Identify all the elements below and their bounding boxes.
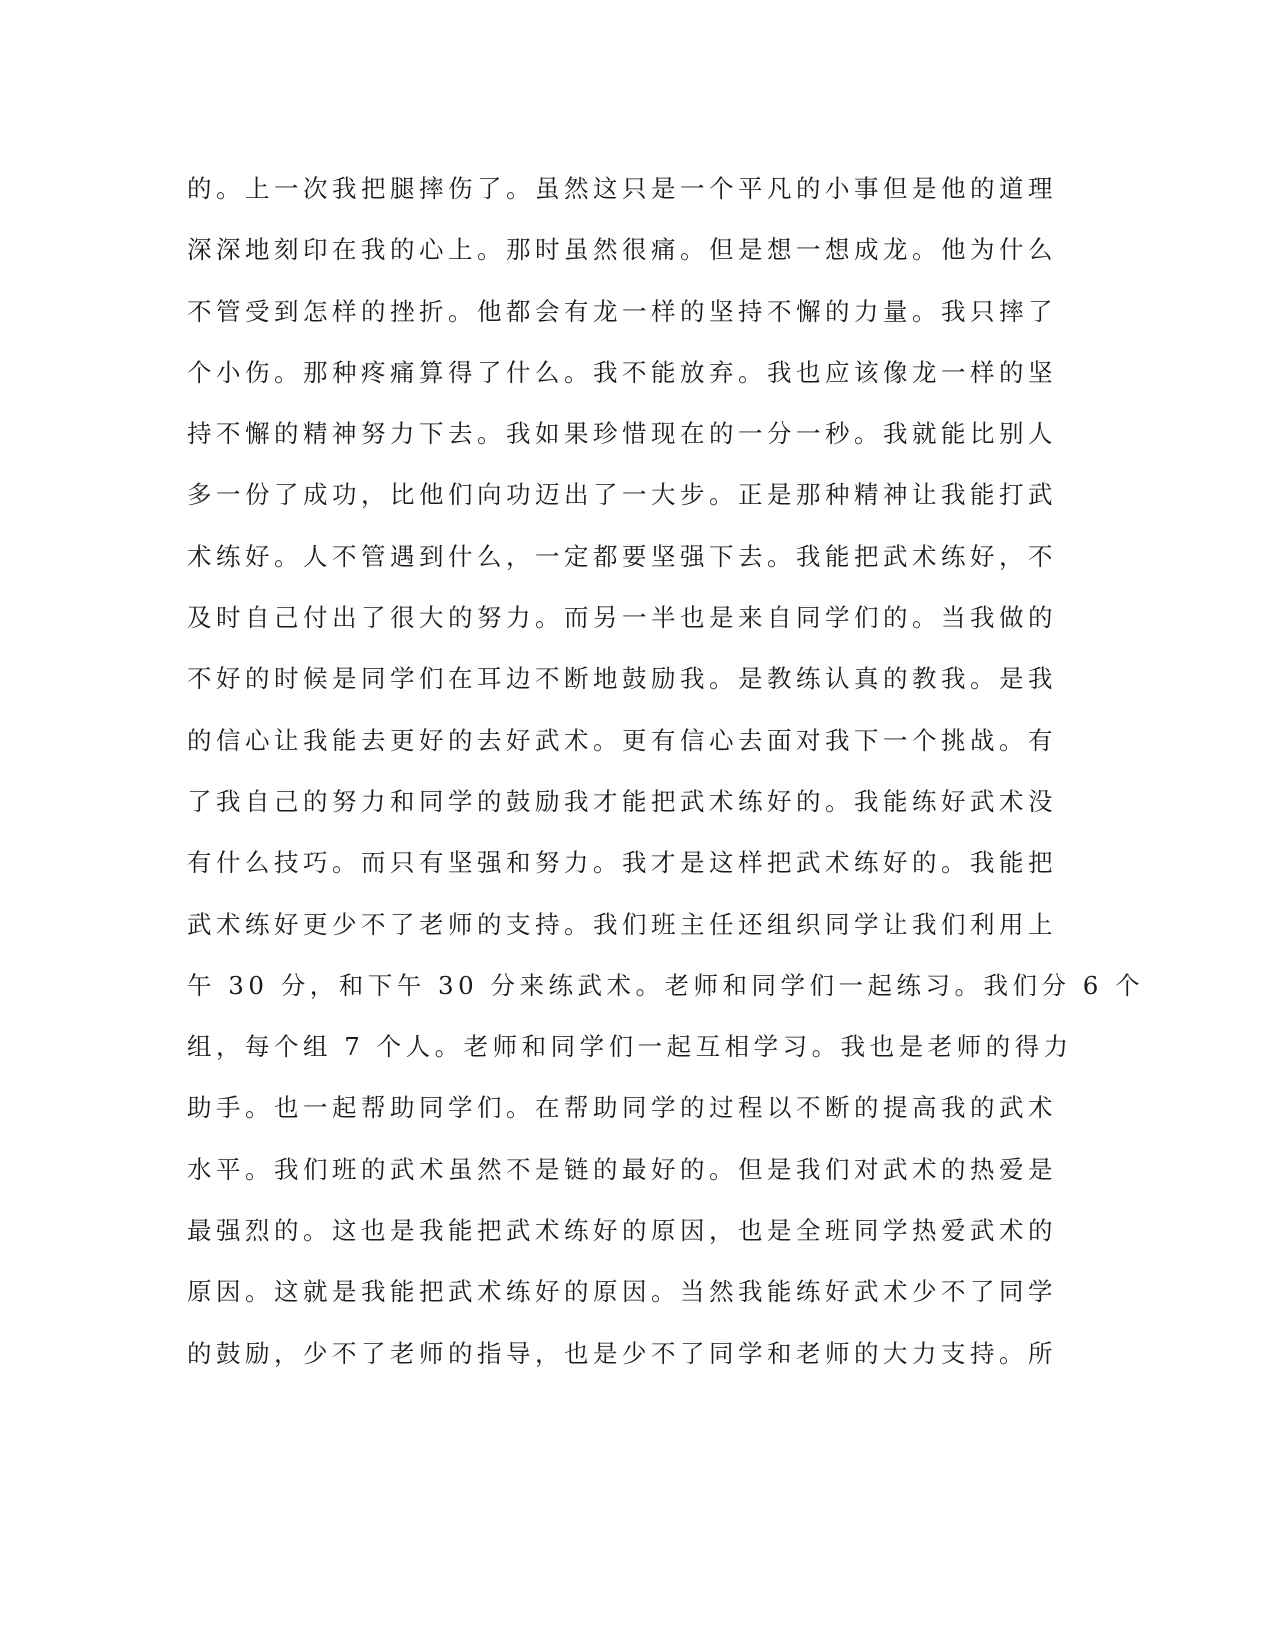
text-line-20: 的鼓励，少不了老师的指导，也是少不了同学和老师的大力支持。所: [187, 1338, 1057, 1368]
text-line-15: 组，每个组 7 个人。老师和同学们一起互相学习。我也是老师的得力: [187, 1032, 1073, 1062]
text-line-17: 水平。我们班的武术虽然不是链的最好的。但是我们对武术的热爱是: [187, 1154, 1057, 1184]
text-line-12: 有什么技巧。而只有坚强和努力。我才是这样把武术练好的。我能把: [187, 848, 1057, 878]
text-line-18: 最强烈的。这也是我能把武术练好的原因，也是全班同学热爱武术的: [187, 1216, 1057, 1246]
text-line-1: 的。上一次我把腿摔伤了。虽然这只是一个平凡的小事但是他的道理: [187, 174, 1057, 203]
text-line-10: 的信心让我能去更好的去好武术。更有信心去面对我下一个挑战。有: [187, 725, 1057, 755]
text-line-6: 多一份了成功，比他们向功迈出了一大步。正是那种精神让我能打武: [187, 480, 1057, 510]
text-line-14: 午 30 分，和下午 30 分来练武术。老师和同学们一起练习。我们分 6 个: [187, 970, 1145, 1000]
text-line-13: 武术练好更少不了老师的支持。我们班主任还组织同学让我们利用上: [187, 909, 1057, 939]
text-line-11: 了我自己的努力和同学的鼓励我才能把武术练好的。我能练好武术没: [187, 786, 1057, 816]
text-line-16: 助手。也一起帮助同学们。在帮助同学的过程以不断的提高我的武术: [187, 1093, 1057, 1123]
text-line-9: 不好的时候是同学们在耳边不断地鼓励我。是教练认真的教我。是我: [187, 664, 1057, 694]
text-line-4: 个小伤。那种疼痛算得了什么。我不能放弃。我也应该像龙一样的坚: [187, 357, 1057, 387]
text-line-7: 术练好。人不管遇到什么，一定都要坚强下去。我能把武术练好，不: [187, 541, 1057, 571]
text-line-2: 深深地刻印在我的心上。那时虽然很痛。但是想一想成龙。他为什么: [187, 235, 1057, 265]
text-line-3: 不管受到怎样的挫折。他都会有龙一样的坚持不懈的力量。我只摔了: [187, 296, 1057, 326]
text-line-19: 原因。这就是我能把武术练好的原因。当然我能练好武术少不了同学: [187, 1277, 1057, 1307]
text-line-8: 及时自己付出了很大的努力。而另一半也是来自同学们的。当我做的: [187, 603, 1057, 633]
body-text: [187, 158, 1145, 1384]
text-line-5: 持不懈的精神努力下去。我如果珍惜现在的一分一秒。我就能比别人: [187, 419, 1057, 449]
